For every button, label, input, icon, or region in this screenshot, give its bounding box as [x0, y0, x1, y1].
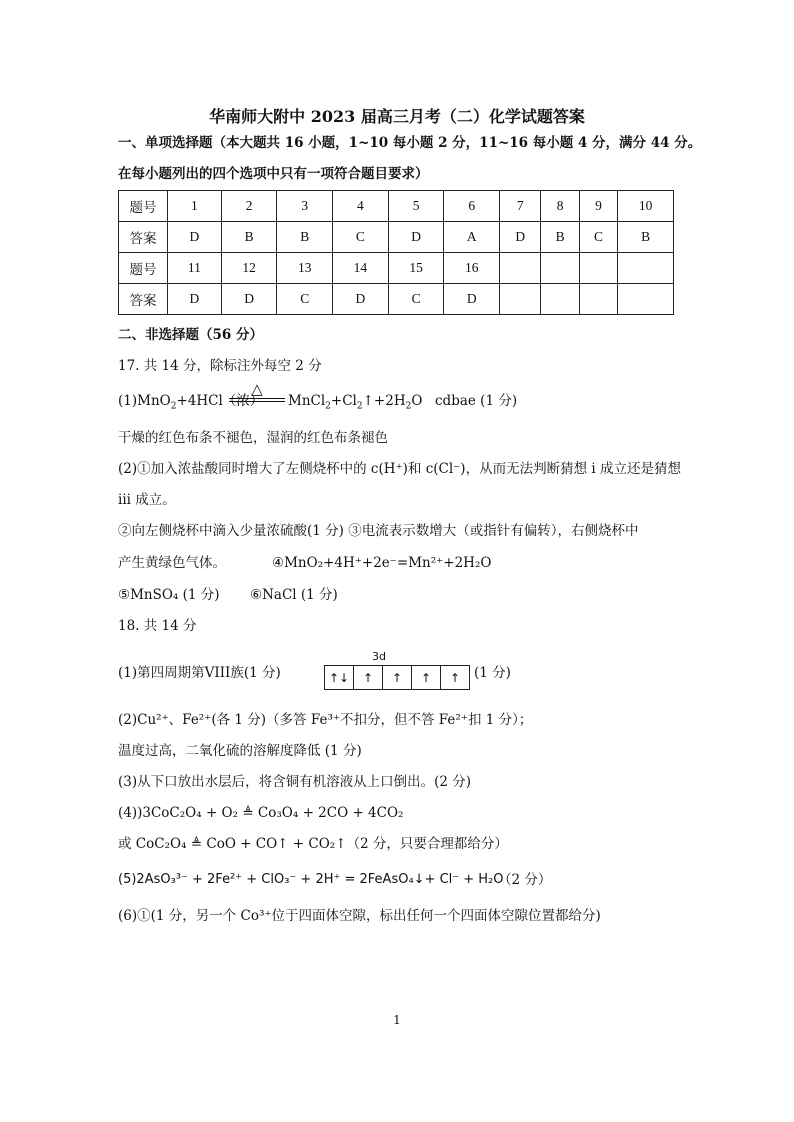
- answer-cell: D: [221, 284, 277, 315]
- answer-cell: 6: [444, 191, 500, 222]
- q18-p1-score: (1 分): [474, 665, 511, 681]
- answer-cell: [541, 253, 579, 284]
- delta-icon: △: [251, 380, 263, 398]
- answer-cell: 3: [277, 191, 333, 222]
- q18-header: 18. 共 14 分: [118, 618, 197, 634]
- table-row: [119, 222, 674, 253]
- answer-cell: [579, 284, 617, 315]
- answer-cell: D: [388, 222, 444, 253]
- q18-p4b: 或 CoC₂O₄ ≜ CoO + CO↑ + CO₂↑（2 分，只要合理都给分）: [118, 836, 508, 852]
- answer-cell: B: [221, 222, 277, 253]
- answer-cell: [618, 284, 674, 315]
- answer-cell: 5: [388, 191, 444, 222]
- answer-cell: B: [618, 222, 674, 253]
- table-row: [119, 253, 674, 284]
- answer-cell: 15: [388, 253, 444, 284]
- answer-cell: B: [277, 222, 333, 253]
- q18-p4: (4))3CoC₂O₄ + O₂ ≜ Co₃O₄ + 2CO + 4CO₂: [118, 805, 404, 821]
- answer-cell: A: [444, 222, 500, 253]
- row-header-cell: 题号: [119, 191, 168, 222]
- q17-line7b: ⑥NaCl (1 分): [250, 587, 338, 603]
- q18-p5: (5)2AsO₃³⁻ + 2Fe²⁺ + ClO₃⁻ + 2H⁺ = 2FeAsO₄↓+ Cl⁻ + H₂O: [118, 872, 504, 887]
- answer-cell: 9: [579, 191, 617, 222]
- answer-cell: C: [277, 284, 333, 315]
- answer-cell: 4: [333, 191, 389, 222]
- answer-cell: [579, 253, 617, 284]
- answer-cell: 2: [221, 191, 277, 222]
- orbital-diagram: [325, 665, 470, 690]
- q18-p1: (1)第四周期第VIII族(1 分): [118, 665, 281, 681]
- q17-header: 17. 共 14 分，除标注外每空 2 分: [118, 358, 322, 374]
- q17-line5: ②向左侧烧杯中滴入少量浓硫酸(1 分) ③电流表示数增大（或指针有偏转），右侧烧杯中: [118, 523, 639, 539]
- q17-line6b: ④MnO₂+4H⁺+2e⁻=Mn²⁺+2H₂O: [272, 555, 492, 571]
- orbital-box: ↑: [411, 665, 441, 690]
- q17-equation-right: $MnCl_2+Cl_2↑+2H_2O$: [288, 393, 423, 412]
- answer-cell: [500, 284, 541, 315]
- answer-cell: 1: [168, 191, 222, 222]
- answer-cell: 14: [333, 253, 389, 284]
- equals-bar: [229, 398, 285, 402]
- q17-equation-left: (1)MnO$_2$+4HCl（浓）: [118, 393, 264, 412]
- orbital-box: ↑: [353, 665, 383, 690]
- page-title: 华南师大附中 2023 届高三月考（二）化学试题答案: [209, 107, 585, 126]
- q17-order: cdbae (1 分): [435, 393, 518, 409]
- answer-cell: D: [333, 284, 389, 315]
- answer-cell: B: [541, 222, 579, 253]
- section1-subheading: 在每小题列出的四个选项中只有一项符合题目要求）: [118, 166, 429, 182]
- q18-p3: (3)从下口放出水层后，将含铜有机溶液从上口倒出。(2 分): [118, 774, 472, 790]
- q17-line6a: 产生黄绿色气体。: [118, 555, 226, 571]
- answer-cell: D: [444, 284, 500, 315]
- answer-cell: 10: [618, 191, 674, 222]
- q17-line3: (2)①加入浓盐酸同时增大了左侧烧杯中的 c(H⁺)和 c(Cl⁻)，从而无法判断猜想 i 成立还是猜想: [118, 461, 681, 477]
- q18-p2: (2)Cu²⁺、Fe²⁺(各 1 分)（多答 Fe³⁺不扣分，但不答 Fe²⁺扣 1 分）；: [118, 712, 533, 728]
- answer-cell: D: [500, 222, 541, 253]
- answer-table: [118, 190, 674, 315]
- orbital-box: ↑↓: [324, 665, 354, 690]
- page-number: 1: [393, 1013, 401, 1027]
- orbital-box: ↑: [382, 665, 412, 690]
- table-row: [119, 284, 674, 315]
- q18-p5-score: （2 分）: [498, 872, 552, 888]
- orbital-label: 3d: [372, 650, 386, 663]
- row-header-cell: 题号: [119, 253, 168, 284]
- answer-cell: [618, 253, 674, 284]
- answer-cell: 12: [221, 253, 277, 284]
- q17-line7a: ⑤MnSO₄ (1 分): [118, 587, 220, 603]
- answer-cell: C: [333, 222, 389, 253]
- answer-cell: [541, 284, 579, 315]
- q18-p6: (6)①(1 分，另一个 Co³⁺位于四面体空隙，标出任何一个四面体空隙位置都给分): [118, 908, 601, 924]
- answer-cell: 8: [541, 191, 579, 222]
- answer-cell: 11: [168, 253, 222, 284]
- orbital-box: ↑: [440, 665, 470, 690]
- answer-cell: C: [579, 222, 617, 253]
- q17-line4: iii 成立。: [118, 492, 176, 508]
- section1-heading: 一、单项选择题（本大题共 16 小题，1~10 每小题 2 分，11~16 每小题 4 分，满分 44 分。: [118, 135, 702, 151]
- q18-p2b: 温度过高，二氧化硫的溶解度降低 (1 分): [118, 743, 362, 759]
- answer-cell: D: [168, 284, 222, 315]
- section2-heading: 二、非选择题（56 分）: [118, 327, 263, 343]
- answer-cell: 7: [500, 191, 541, 222]
- answer-cell: 13: [277, 253, 333, 284]
- table-row: [119, 191, 674, 222]
- heat-condition: [229, 382, 285, 402]
- answer-cell: [500, 253, 541, 284]
- answer-cell: D: [168, 222, 222, 253]
- row-header-cell: 答案: [119, 284, 168, 315]
- row-header-cell: 答案: [119, 222, 168, 253]
- answer-cell: C: [388, 284, 444, 315]
- answer-cell: 16: [444, 253, 500, 284]
- q17-line2: 干燥的红色布条不褪色，湿润的红色布条褪色: [118, 430, 388, 446]
